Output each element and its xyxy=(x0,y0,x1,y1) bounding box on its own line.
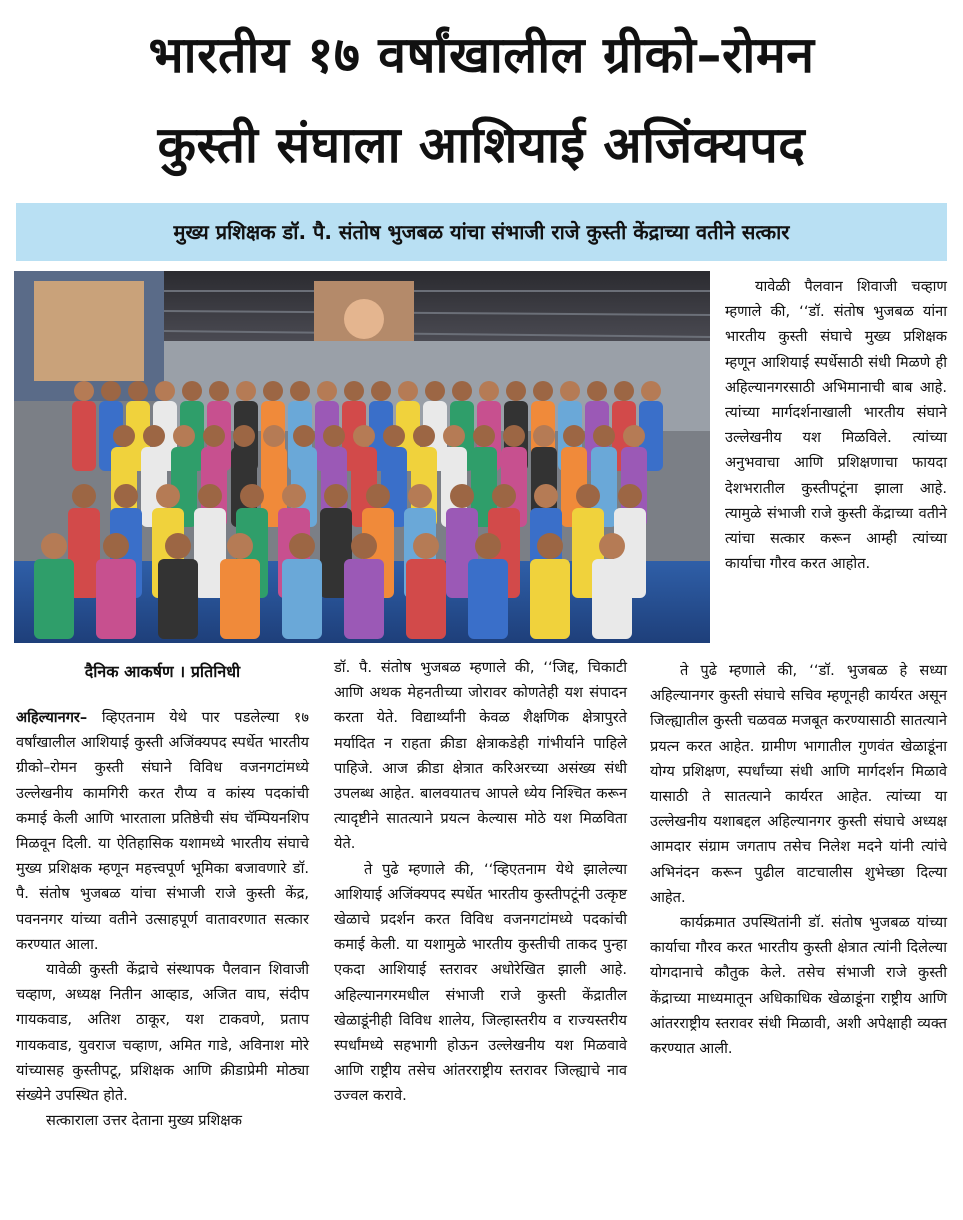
group-photo xyxy=(14,271,710,643)
paragraph-reply-start: सत्काराला उत्तर देताना मुख्य प्रशिक्षक xyxy=(46,1112,242,1130)
headline-line-1: भारतीय १७ वर्षांखालील ग्रीको–रोमन xyxy=(148,26,815,84)
paragraph-coach-quote: डॉ. पै. संतोष भुजबळ म्हणाले की, ‘‘जिद्द, चिकाटी आणि अथक मेहनतीच्या जोरावर कोणतेही यश संपादन करता येते. विद्यार्थ्यांनी केवळ शैक्षणिक क्षेत्रापुरते मर्यादित न राहता क्रीडा क्षेत्राकडेही गांभीर्याने पाहिले पाहिजे. आज क्रीडा क्षेत्रात करिअरच्या असंख्य संधी उपलब्ध आहेत. बालवयातच आपले ध्येय निश्चित करून त्यादृष्टीने सातत्याने प्रयत्न केल्यास मोठे यश मिळविता येते. xyxy=(334,659,627,853)
paragraph-intro: व्हिएतनाम येथे पार पडलेल्या १७ वर्षांखालील आशियाई कुस्ती अजिंक्यपद स्पर्धेत भारतीय ग्रीको–रोमन कुस्ती संघाने विविध वजनगटांमध्ये उल्लेखनीय कामगिरी करत रौप्य व कांस्य पदकांची कमाई केली आणि भारताला प्रतिष्ठेची संघ चॅम्पियनशिप मिळवून दिली. या ऐतिहासिक यशामध्ये भारतीय संघाचे मुख्य प्रशिक्षक म्हणून महत्त्वपूर्ण भूमिका बजावणारे डॉ. पै. संतोष भुजबळ यांचा संभाजी राजे कुस्ती केंद्र, पवननगर यांच्या वतीने उत्साहपूर्ण वातावरणात सत्कार करण्यात आला. xyxy=(16,709,309,953)
byline: दैनिक आकर्षण । प्रतिनिधी xyxy=(84,662,241,681)
paragraph-chavan-quote: यावेळी पैलवान शिवाजी चव्हाण म्हणाले की, ‘‘डॉ. संतोष भुजबळ यांना भारतीय कुस्ती संघाचे मुख्य प्रशिक्षक म्हणून आशियाई स्पर्धेसाठी संधी मिळणे ही अहिल्यानगरसाठी अभिमानाची बाब आहे. त्यांच्या मार्गदर्शनाखाली भारतीय संघाने उल्लेखनीय यश मिळविले. त्यांच्या अनुभवाचा आणि प्रशिक्षणाचा फायदा देशभरातील कुस्तीपटूंना झाला आहे. त्यामुळे संभाजी राजे कुस्ती केंद्राच्या वतीने त्यांचा सत्कार करून आम्ही त्यांच्या कार्याचा गौरव करत आहोत. xyxy=(725,278,947,573)
paragraph-coach-quote-2: ते पुढे म्हणाले की, ‘‘व्हिएतनाम येथे झालेल्या आशियाई अजिंक्यपद स्पर्धेत भारतीय कुस्तीपटूंनी उत्कृष्ट खेळाचे प्रदर्शन करत विविध वजनगटांमध्ये पदकांची कमाई केली. या यशामुळे भारतीय कुस्तीची ताकद पुन्हा एकदा आशियाई स्तरावर अधोरेखित झाली आहे. अहिल्यानगरमधील संभाजी राजे कुस्ती केंद्रातील खेळाडूंनीही विविध शालेय, जिल्हास्तरीय व राज्यस्तरीय स्पर्धांमध्ये सहभागी होऊन उल्लेखनीय यश मिळवावे आणि राष्ट्रीय तसेच आंतरराष्ट्रीय स्तरावर जिल्ह्याचे नाव उज्वल करावे. xyxy=(334,860,627,1105)
paragraph-conclusion: कार्यक्रमात उपस्थितांनी डॉ. संतोष भुजबळ यांच्या कार्याचा गौरव करत भारतीय कुस्ती क्षेत्रात त्यांनी दिलेल्या योगदानाचे कौतुक केले. तसेच संभाजी राजे कुस्ती केंद्राच्या माध्यमातून अधिकाधिक खेळाडूंना राष्ट्रीय आणि आंतरराष्ट्रीय स्तरावर संधी मिळावी, अशी अपेक्षाही व्यक्त करण्यात आली. xyxy=(650,914,947,1058)
subheadline-band: मुख्य प्रशिक्षक डॉ. पै. संतोष भुजबळ यांचा संभाजी राजे कुस्ती केंद्राच्या वतीने सत्कार xyxy=(16,203,947,261)
headline-line-2: कुस्ती संघाला आशियाई अजिंक्यपद xyxy=(157,116,806,174)
article-column-1 xyxy=(16,705,309,1133)
paragraph-attendees: यावेळी कुस्ती केंद्राचे संस्थापक पैलवान शिवाजी चव्हाण, अध्यक्ष नितीन आव्हाड, अजित वाघ, संदीप गायकवाड, अतिश ठाकूर, यश टाकवणे, प्रताप गायकवाड, युवराज चव्हाण, अमित गाडे, अविनाश मोरे यांच्यासह कुस्तीपटू, प्रशिक्षक आणि क्रीडाप्रेमी मोठ्या संख्येने उपस्थित होते. xyxy=(16,961,309,1105)
paragraph-chavan-quote-2: ते पुढे म्हणाले की, ‘‘डॉ. भुजबळ हे सध्या अहिल्यानगर कुस्ती संघाचे सचिव म्हणूनही कार्यरत असून जिल्ह्यातील कुस्ती चळवळ मजबूत करण्यासाठी सातत्याने प्रयत्न करत आहेत. ग्रामीण भागातील गुणवंत खेळाडूंना योग्य प्रशिक्षण, स्पर्धांच्या संधी आणि मार्गदर्शन मिळावे यासाठी ते सातत्याने कार्यरत आहेत. त्यांच्या या उल्लेखनीय यशाबद्दल अहिल्यानगर कुस्ती संघाचे अध्यक्ष आमदार संग्राम जगताप तसेच निलेश मदने यांनी त्यांचे अभिनंदन करून पुढील वाटचालीस शुभेच्छा दिल्या आहेत. xyxy=(650,662,947,906)
article-column-3-bottom xyxy=(650,658,947,1061)
dateline: अहिल्यानगर– xyxy=(16,709,88,726)
article-column-2 xyxy=(334,655,627,1109)
article-column-3-top xyxy=(725,274,947,576)
